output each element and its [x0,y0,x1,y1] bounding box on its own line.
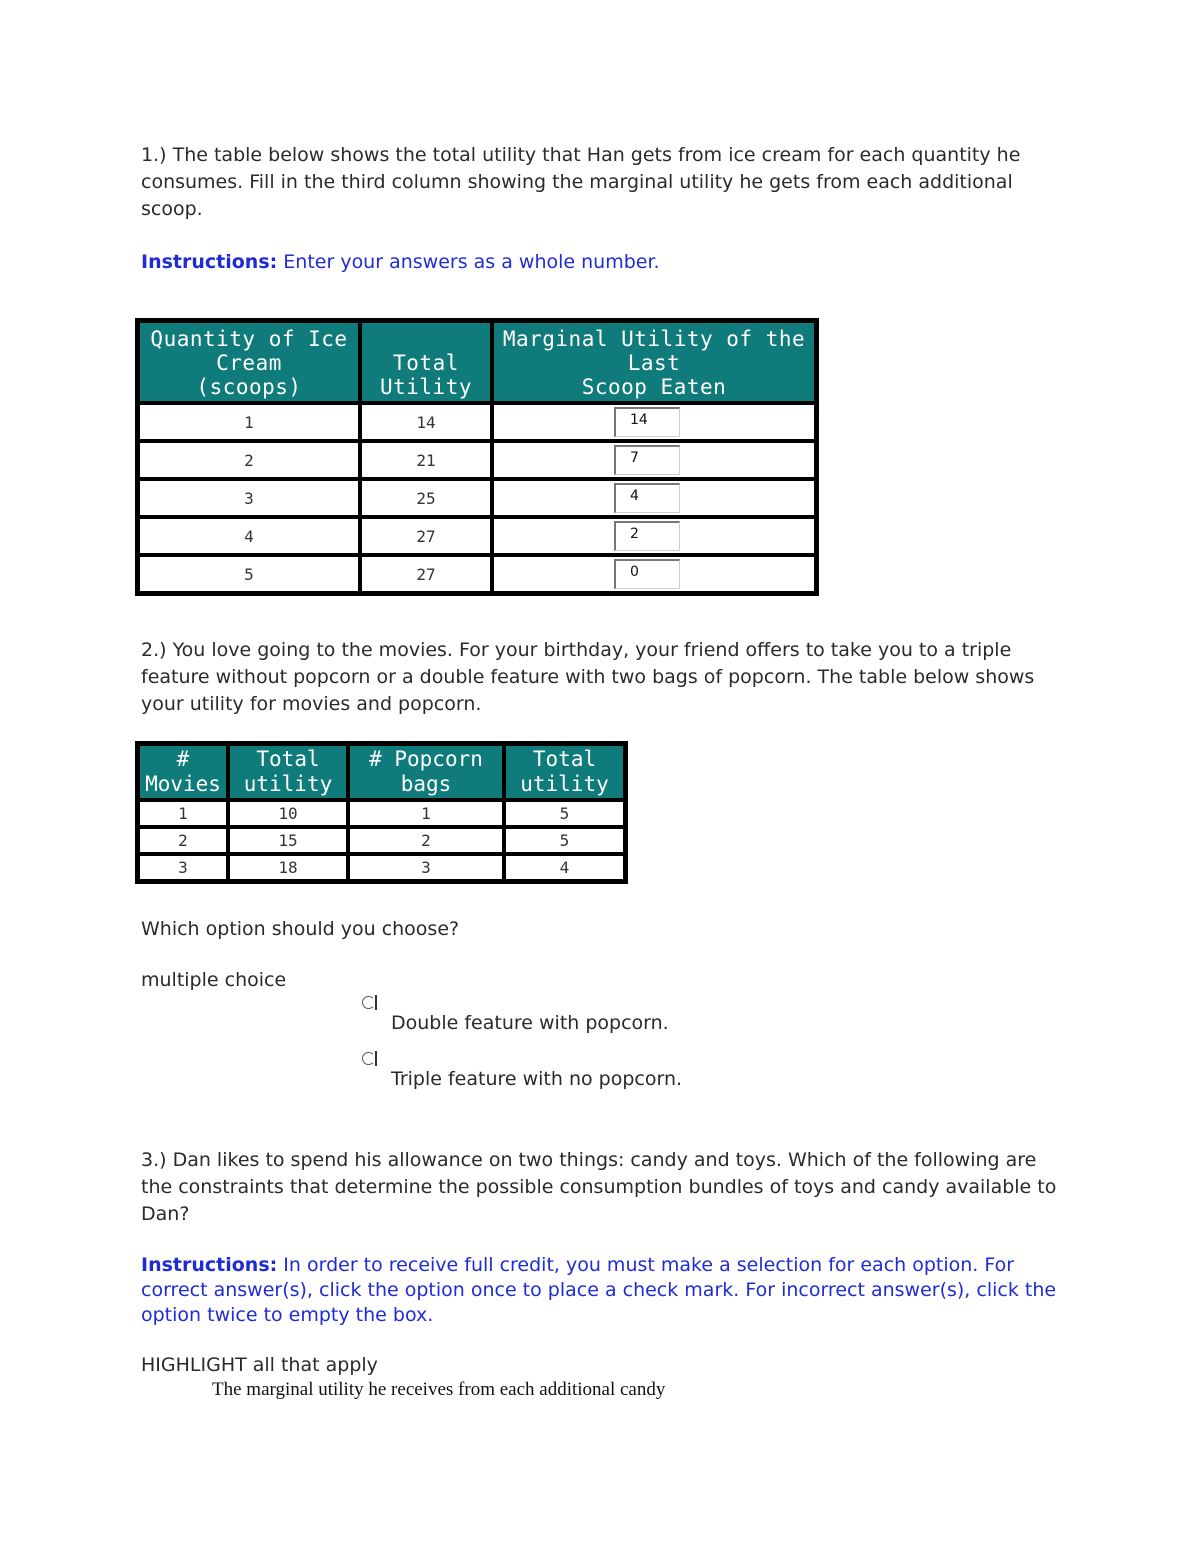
movies-popcorn-table [135,741,628,884]
table-row: 3 18 3 4 [138,854,625,881]
choice-type-label: multiple choice [141,969,287,991]
table-row: 2 15 2 5 [138,827,625,854]
marginal-utility-input[interactable]: 4 [614,483,680,513]
marginal-utility-input[interactable]: 2 [614,521,680,551]
header-popcorn-bags: # Popcorn bags [348,744,504,800]
header-popcorn-utility: Total utility [504,744,625,800]
highlight-label: HIGHLIGHT all that apply [141,1354,378,1376]
option-label: Double feature with popcorn. [391,1012,669,1034]
header-movie-utility: Total utility [228,744,348,800]
marginal-utility-input[interactable]: 0 [614,559,680,589]
table-row: 1 14 14 [138,403,816,441]
question-1-number: 1.) [141,144,167,166]
table-row: 2 21 7 [138,441,816,479]
radio-bar-icon [375,995,377,1010]
header-movies: # Movies [138,744,228,800]
question-3-text: 3.) Dan likes to spend his allowance on two things: candy and toys. Which of the following are the constraints that determine the possible consumption bundles of toys and candy available to Dan? [141,1149,1057,1225]
radio-bar-icon [375,1051,377,1066]
header-quantity: Quantity of Ice Cream (scoops) [138,321,360,403]
table-row: 4 27 2 [138,517,816,555]
header-marginal-utility: Marginal Utility of the Last Scoop Eaten [492,321,816,403]
option-label: Triple feature with no popcorn. [391,1068,683,1090]
marginal-utility-input[interactable]: 7 [614,445,680,475]
table-row: 1 10 1 5 [138,800,625,827]
radio-button-icon[interactable] [362,996,375,1009]
radio-button-icon[interactable] [362,1052,375,1065]
header-total-utility: Total Utility [360,321,492,403]
ice-cream-utility-table [135,318,819,596]
table-row: 3 25 4 [138,479,816,517]
question-2-text: 2.) You love going to the movies. For your birthday, your friend offers to take you to a triple feature without popcorn or a double feature with two bags of popcorn. The table below shows your utility for movies and popcorn. [141,639,1035,715]
question-1-text: 1.) The table below shows the total utility that Han gets from ice cream for each quantity he consumes. Fill in the third column showing the marginal utility he gets from each additional scoop. [141,144,1021,220]
marginal-utility-input[interactable]: 14 [614,407,680,437]
table-row: 5 27 0 [138,555,816,593]
question-3-instructions: Instructions: In order to receive full credit, you must make a selection for each option. For correct answer(s), click the option once to place a check mark. For incorrect answer(s), click the option twice to empty the box. [141,1254,1057,1326]
question-2-prompt: Which option should you choose? [141,918,460,940]
question-1-instructions: Instructions: Enter your answers as a whole number. [141,251,660,273]
question-3-option-1[interactable]: The marginal utility he receives from each additional candy [212,1379,666,1400]
